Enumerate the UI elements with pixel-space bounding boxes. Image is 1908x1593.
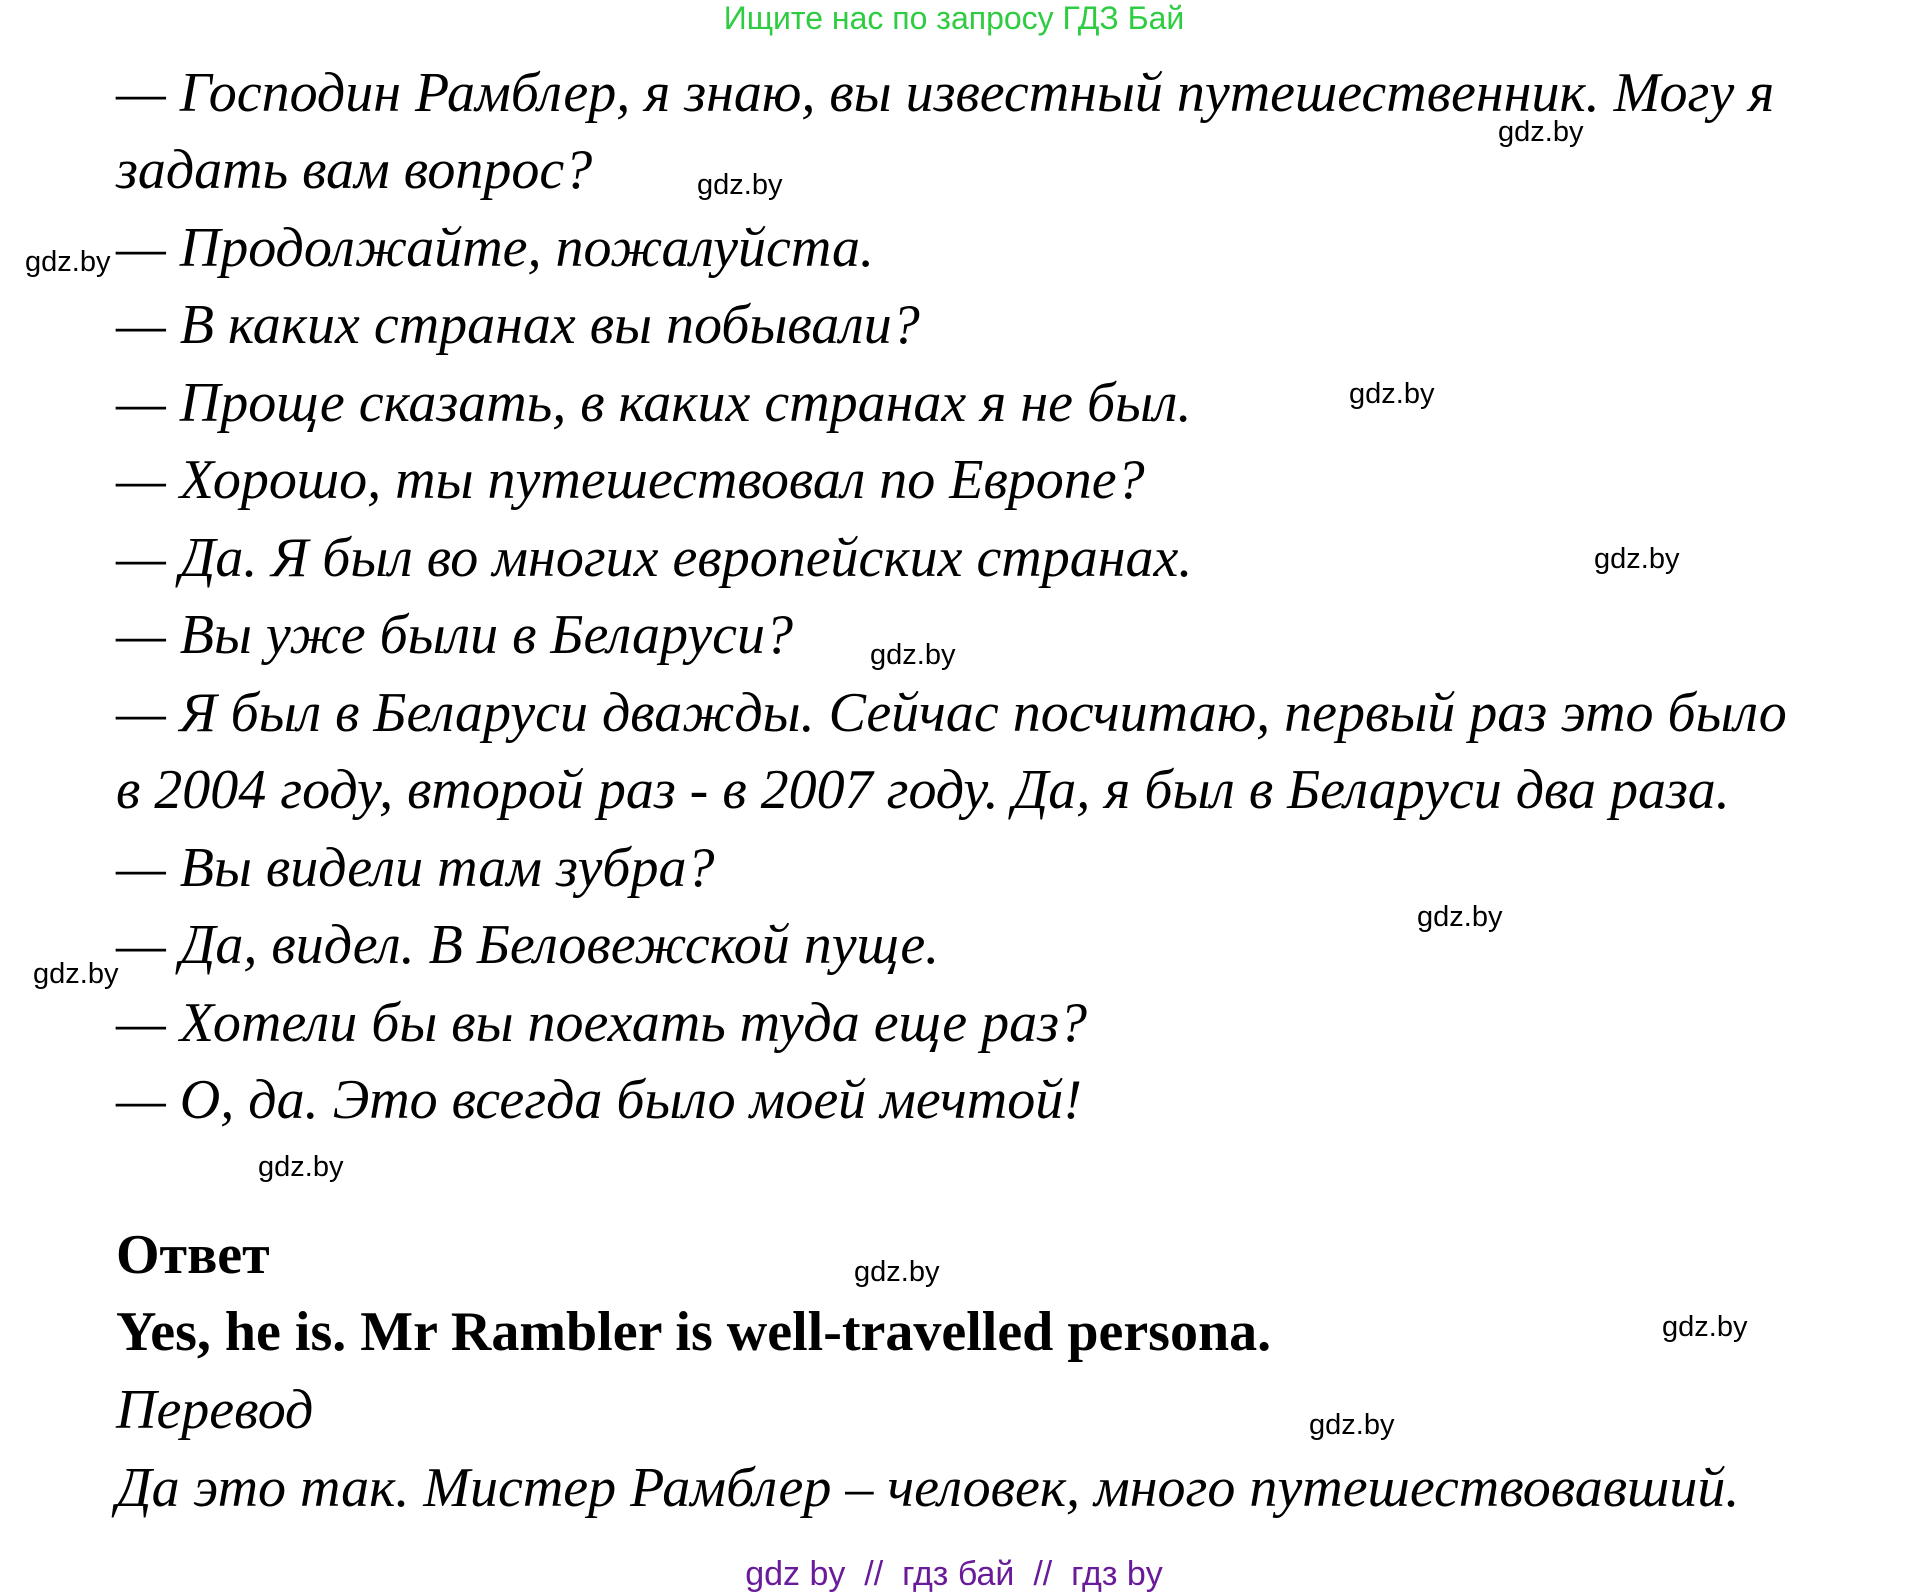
dialogue-line: — Я был в Беларуси дважды. Сейчас посчитаю, первый раз это было xyxy=(116,682,1787,744)
watermark: gdz.by xyxy=(258,1151,344,1183)
dialogue-line: — Вы уже были в Беларуси? xyxy=(116,604,793,666)
watermark: gdz.by xyxy=(1662,1311,1748,1343)
search-hint-banner: Ищите нас по запросу ГДЗ Бай xyxy=(723,0,1185,36)
watermark: gdz.by xyxy=(33,958,119,990)
watermark: gdz.by xyxy=(854,1256,940,1288)
dialogue-line: — О, да. Это всегда было моей мечтой! xyxy=(116,1069,1082,1131)
dialogue-line: — Хорошо, ты путешествовал по Европе? xyxy=(116,449,1145,511)
dialogue-line: — Хотели бы вы поехать туда еще раз? xyxy=(116,992,1087,1054)
watermark: gdz.by xyxy=(697,169,783,201)
answer-text: Yes, he is. Mr Rambler is well-travelled persona. xyxy=(116,1301,1272,1363)
watermark: gdz.by xyxy=(1594,543,1680,575)
dialogue-line: — В каких странах вы побывали? xyxy=(116,294,920,356)
dialogue-line: — Господин Рамблер, я знаю, вы известный путешественник. Могу я xyxy=(116,62,1775,124)
watermark: gdz.by xyxy=(25,246,111,278)
translation-label: Перевод xyxy=(116,1379,314,1441)
dialogue-line: — Да. Я был во многих европейских странах. xyxy=(116,527,1193,589)
dialogue-line: — Вы видели там зубра? xyxy=(116,837,715,899)
watermark: gdz.by xyxy=(1309,1409,1395,1441)
watermark: gdz.by xyxy=(1417,901,1503,933)
dialogue-line: — Проще сказать, в каких странах я не был. xyxy=(116,372,1192,434)
dialogue-line: — Продолжайте, пожалуйста. xyxy=(116,217,874,279)
dialogue-line: задать вам вопрос? xyxy=(116,139,593,201)
watermark: gdz.by xyxy=(870,639,956,671)
answer-heading: Ответ xyxy=(116,1224,270,1286)
translation-text: Да это так. Мистер Рамблер – человек, много путешествовавший. xyxy=(116,1457,1740,1519)
watermark: gdz.by xyxy=(1349,378,1435,410)
dialogue-line: — Да, видел. В Беловежской пуще. xyxy=(116,914,940,976)
dialogue-line: в 2004 году, второй раз - в 2007 году. Да, я был в Беларуси два раза. xyxy=(116,759,1730,821)
footer-banner: gdz by // гдз бай // гдз by xyxy=(745,1555,1163,1593)
watermark: gdz.by xyxy=(1498,116,1584,148)
